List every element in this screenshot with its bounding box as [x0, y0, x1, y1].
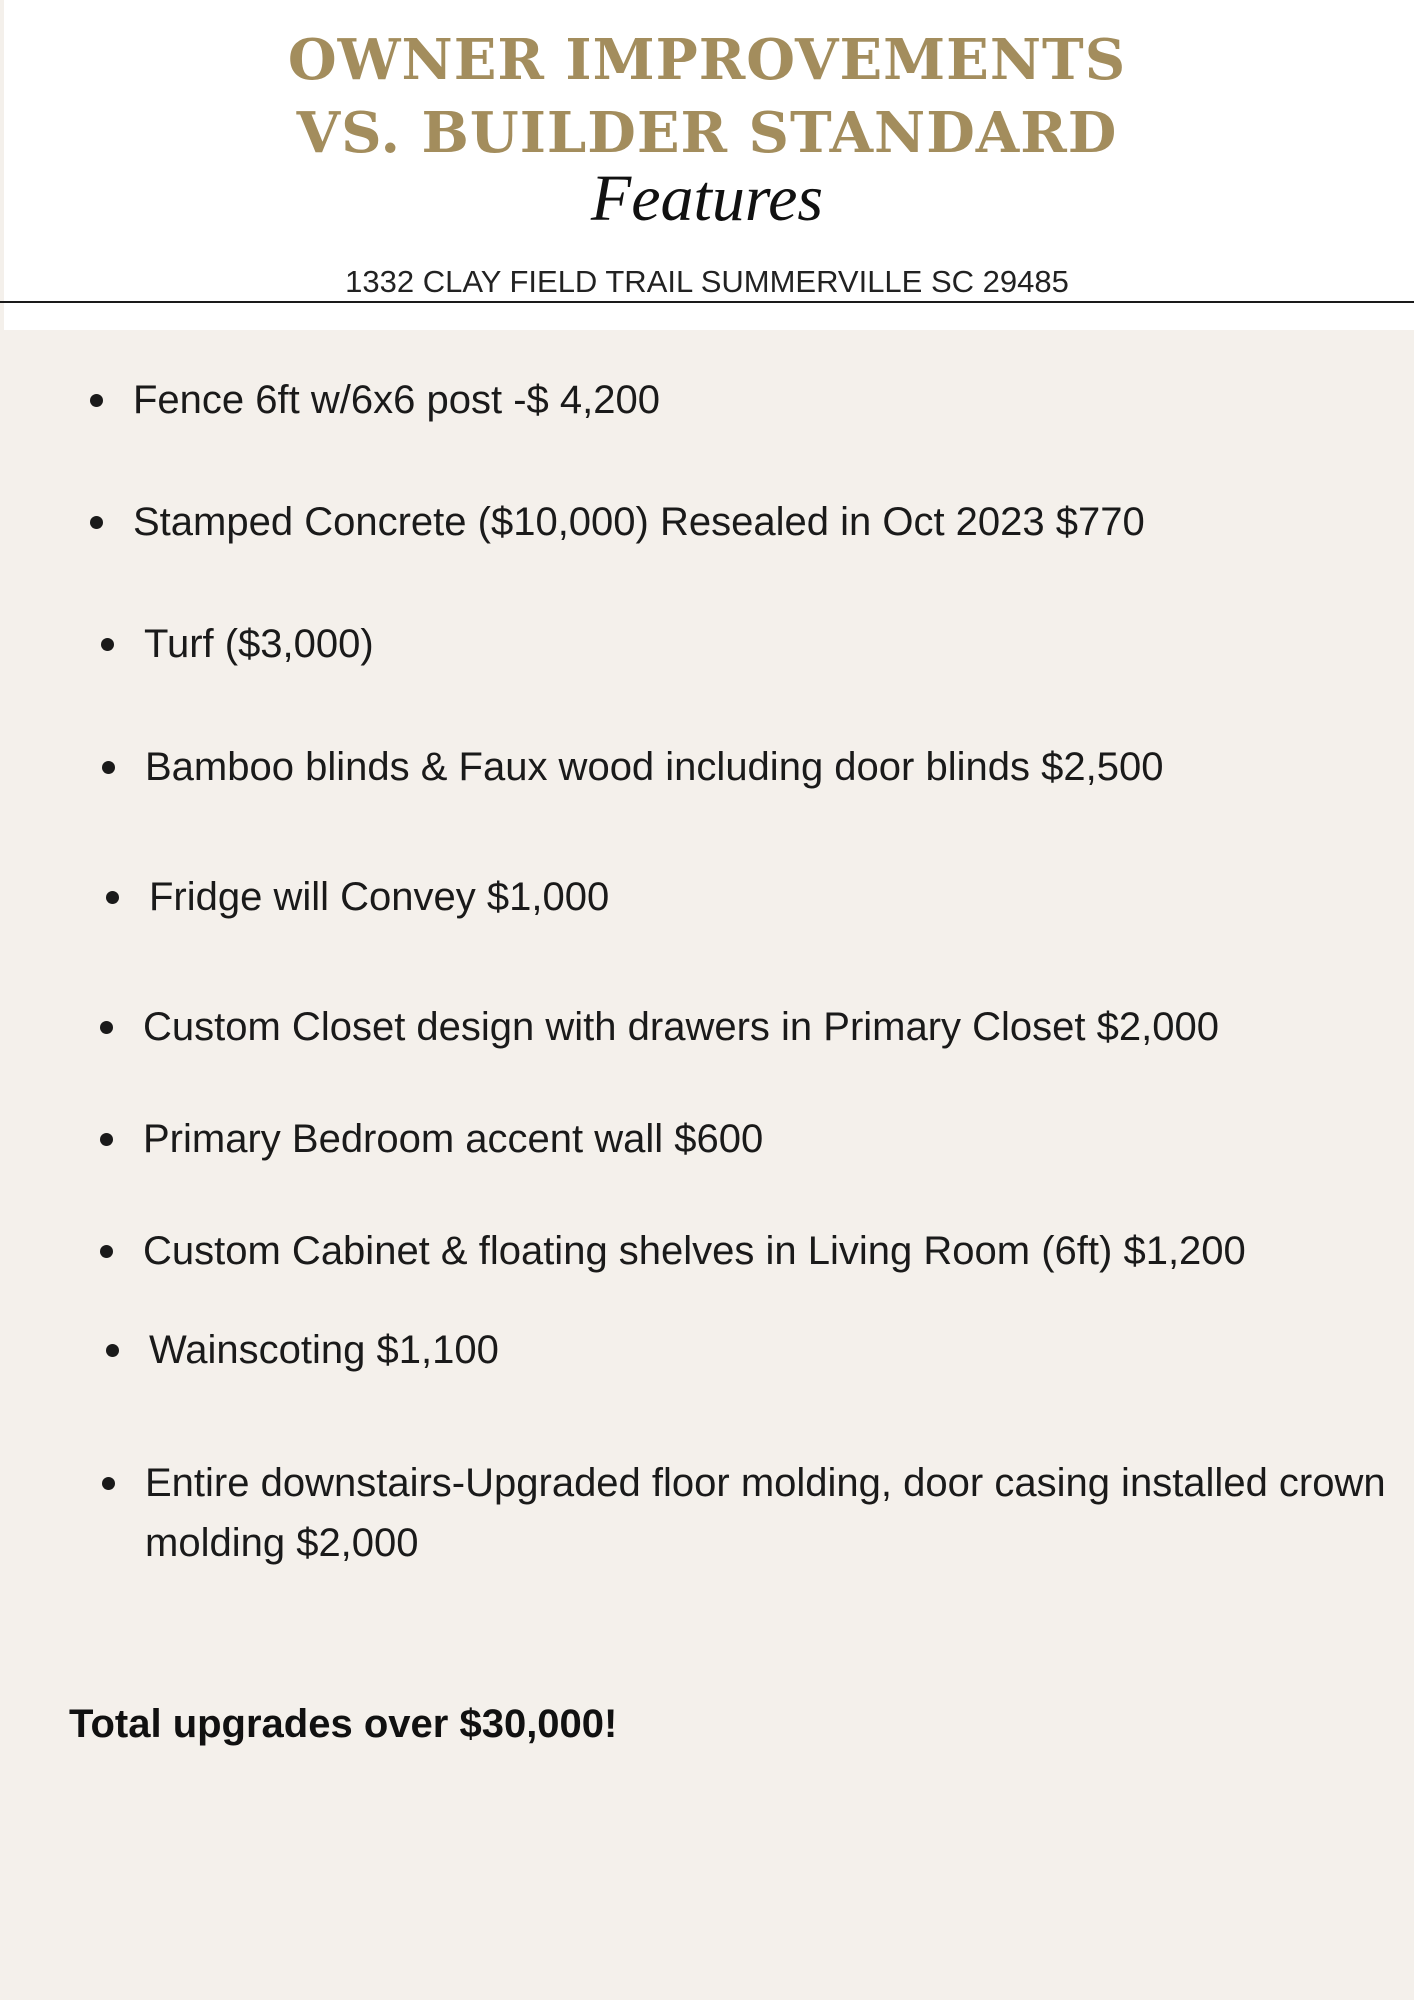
- bullet-icon: [102, 1477, 115, 1490]
- list-item-text: Custom Cabinet & floating shelves in Living Room (6ft) $1,200: [143, 1229, 1246, 1273]
- list-item-text: Stamped Concrete ($10,000) Resealed in Oct 2023 $770: [133, 500, 1145, 544]
- list-item-text: Fridge will Convey $1,000: [149, 875, 610, 919]
- title-line-1: OWNER IMPROVEMENTS: [287, 27, 1127, 93]
- bullet-icon: [106, 1344, 119, 1357]
- bullet-icon: [100, 1021, 113, 1034]
- bullet-icon: [101, 638, 114, 651]
- property-address: 1332 CLAY FIELD TRAIL SUMMERVILLE SC 29485: [345, 264, 1069, 299]
- bullet-icon: [102, 761, 115, 774]
- bullet-icon: [90, 394, 103, 407]
- title-line-2: VS. BUILDER STANDARD: [296, 100, 1118, 166]
- subtitle: Features: [590, 162, 824, 235]
- list-item-text: Primary Bedroom accent wall $600: [143, 1117, 764, 1161]
- total-summary: Total upgrades over $30,000!: [69, 1702, 618, 1746]
- bullet-icon: [100, 1133, 113, 1146]
- bullet-icon: [106, 891, 119, 904]
- list-item-text: Turf ($3,000): [144, 622, 374, 666]
- bullet-icon: [90, 516, 103, 529]
- bullet-icon: [100, 1245, 113, 1258]
- list-item-text: Fence 6ft w/6x6 post -$ 4,200: [133, 378, 660, 422]
- header-divider: [0, 301, 1414, 303]
- list-item-text: Custom Closet design with drawers in Primary Closet $2,000: [143, 1005, 1219, 1049]
- list-item-text: Entire downstairs-Upgraded floor molding, door casing installed crown molding $2,000: [145, 1461, 1386, 1565]
- list-item-text: Wainscoting $1,100: [149, 1328, 499, 1372]
- list-item-text: Bamboo blinds & Faux wood including door blinds $2,500: [145, 745, 1164, 789]
